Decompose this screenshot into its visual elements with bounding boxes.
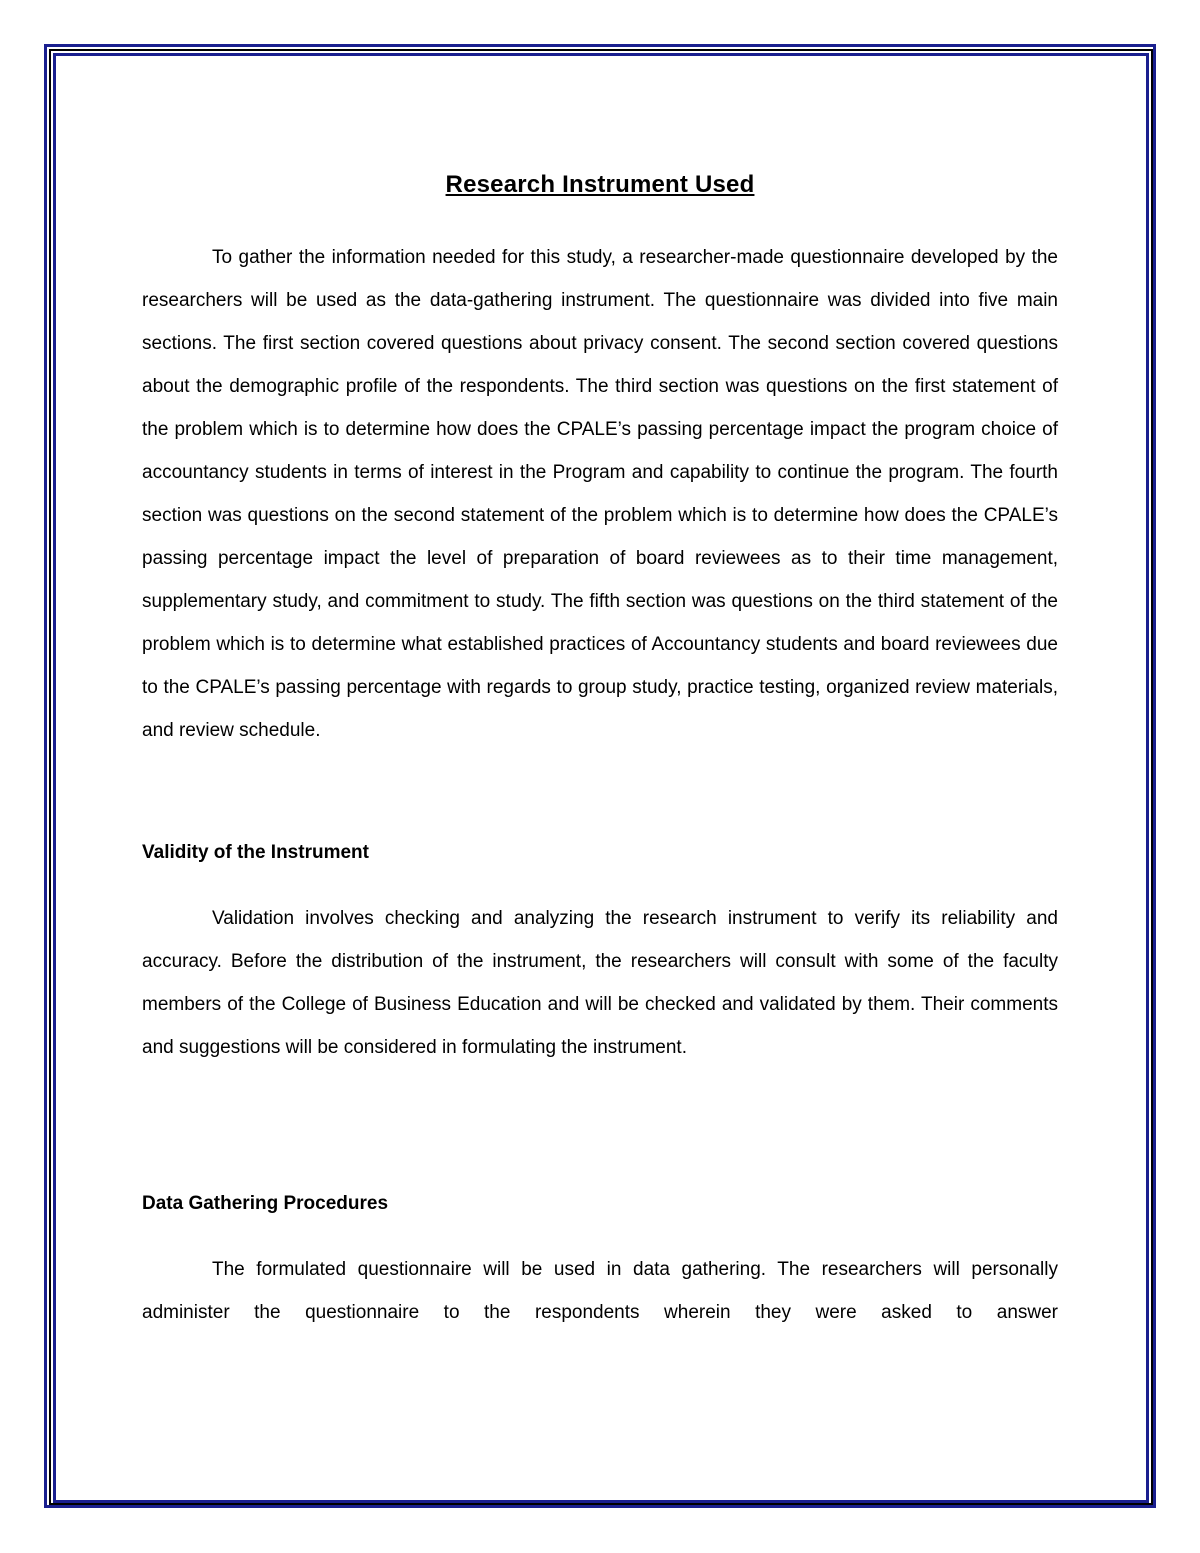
document-title: Research Instrument Used: [445, 171, 755, 198]
validity-heading: Validity of the Instrument: [142, 842, 369, 863]
procedures-heading: Data Gathering Procedures: [142, 1193, 389, 1214]
document-body: [142, 168, 1058, 1334]
validity-paragraph: Validation involves checking and analyzing the research instrument to verify its reliability and accuracy. Before the distribution of the instrument, the researchers will consult with some of the faculty members of the College of Business Education and will be checked and validated by them. Their comments and suggestions will be considered in formulating the instrument.: [142, 908, 1058, 1058]
intro-paragraph: To gather the information needed for this study, a researcher-made questionnaire developed by the researchers will be used as the data-gathering instrument. The questionnaire was divided into five main sections. The first section covered questions about privacy consent. The second section covered questions about the demographic profile of the respondents. The third section was questions on the first statement of the problem which is to determine how does the CPALE’s passing percentage impact the program choice of accountancy students in terms of interest in the Program and capability to continue the program. The fourth section was questions on the second statement of the problem which is to determine how does the CPALE’s passing percentage impact the level of preparation of board reviewees as to their time management, supplementary study, and commitment to study. The fifth section was questions on the third statement of the problem which is to determine what established practices of Accountancy students and board reviewees due to the CPALE’s passing percentage with regards to group study, practice testing, organized review materials, and review schedule.: [142, 247, 1058, 741]
procedures-paragraph: The formulated questionnaire will be used in data gathering. The researchers will personally administer the questionnaire to the respondents wherein they were asked to answer: [142, 1259, 1058, 1323]
